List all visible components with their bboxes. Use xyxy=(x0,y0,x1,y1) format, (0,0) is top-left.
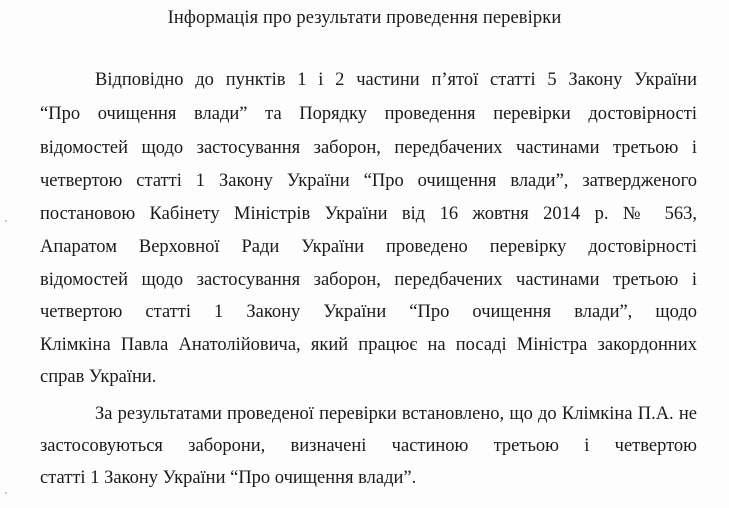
paragraph-1-line-8: четвертою статті 1 Закону України “Про очищення влади”, щодо xyxy=(40,302,697,322)
paragraph-1-line-5: постановою Кабінету Міністрів України від 16 жовтня 2014 р. № 563, xyxy=(40,204,697,224)
scan-speck xyxy=(5,492,7,494)
paragraph-1-line-3: відомостей щодо застосування заборон, передбачених частинами третьою і xyxy=(40,138,697,158)
paragraph-1-line-10: справ України. xyxy=(40,367,157,387)
paragraph-2-line-3: статті 1 Закону України “Про очищення влади”. xyxy=(40,468,417,488)
paragraph-2-line-2: застосовуються заборони, визначені частиною третьою і четвертою xyxy=(40,436,697,456)
paragraph-1-line-2: “Про очищення влади” та Порядку проведення перевірки достовірності xyxy=(40,104,697,124)
paragraph-1-line-4: четвертою статті 1 Закону України “Про очищення влади”, затвердженого xyxy=(40,171,697,191)
paragraph-2-line-1: За результатами проведеної перевірки встановлено, що до Клімкіна П.А. не xyxy=(95,404,697,424)
document-title: Інформація про результати проведення перевірки xyxy=(167,8,562,28)
paragraph-1-line-9: Клімкіна Павла Анатолійовича, який працює на посаді Міністра закордонних xyxy=(40,335,697,355)
paragraph-1-line-6: Апаратом Верховної Ради України проведено перевірку достовірності xyxy=(40,237,697,257)
paragraph-1-line-7: відомостей щодо застосування заборон, передбачених частинами третьою і xyxy=(40,270,697,290)
paragraph-1-line-1: Відповідно до пунктів 1 і 2 частини п’ятої статті 5 Закону України xyxy=(95,70,697,90)
scan-speck xyxy=(5,220,7,222)
